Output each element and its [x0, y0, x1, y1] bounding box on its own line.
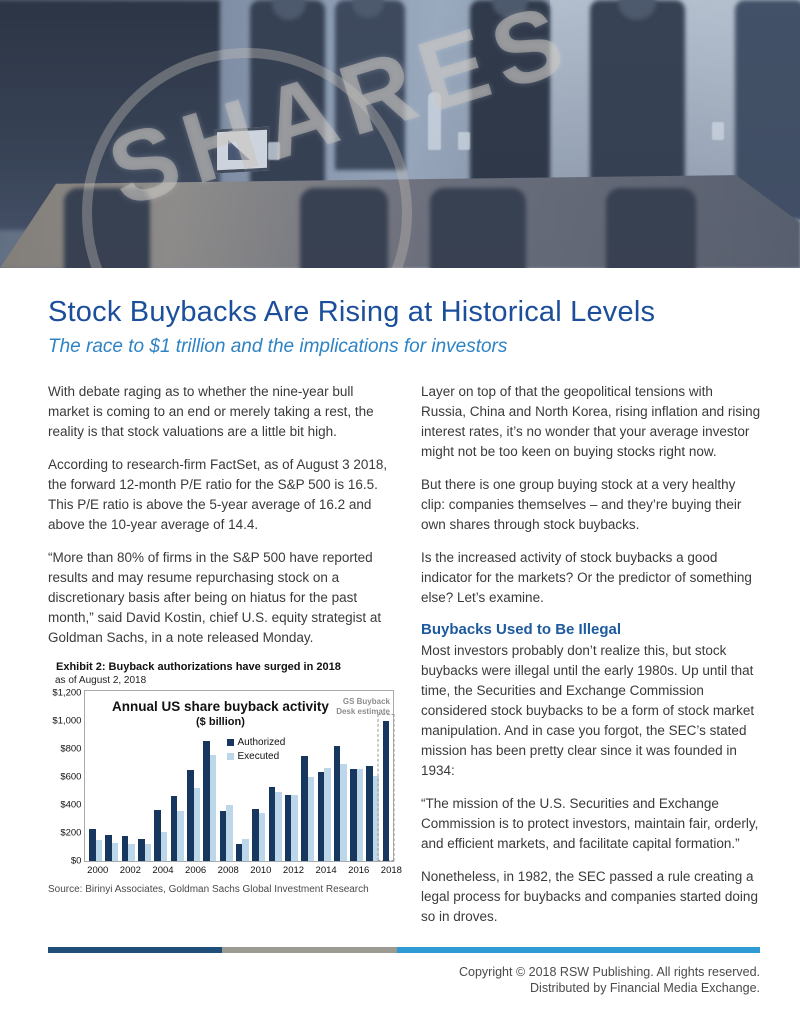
executed-bar-2006: [194, 788, 201, 862]
bar-group-2001: [105, 693, 118, 861]
x-tick-label: [234, 865, 250, 876]
executed-bar-2011: [275, 792, 282, 861]
bar-group-2005: [171, 693, 184, 861]
bar-group-2006: [187, 693, 200, 861]
bar-group-2018: [383, 693, 390, 861]
footer-bar-blue: [397, 947, 760, 953]
x-tick-label: [332, 865, 348, 876]
authorized-bar-2018: [383, 721, 390, 861]
executed-bar-2007: [210, 755, 217, 861]
executed-bar-2013: [308, 777, 315, 861]
executed-bar-2015: [340, 764, 347, 861]
executed-bar-2002: [128, 844, 135, 862]
bar-group-2008: [220, 693, 233, 861]
executed-bar-2009: [242, 839, 249, 861]
executed-bar-2016: [357, 769, 364, 861]
executed-bar-2000: [96, 840, 103, 861]
bar-group-2012: [285, 693, 298, 861]
executed-bar-2014: [324, 768, 331, 861]
bar-group-2009: [236, 693, 249, 861]
paragraph: According to research-firm FactSet, as of August 3 2018, the forward 12-month P/E ratio for the S&P 500 is 16.5. This P/E ratio is above the 5-year average of 16.2 and above the 10-year average of 14.4.: [48, 457, 388, 532]
paragraph: Nonetheless, in 1982, the SEC passed a rule creating a legal process for buybacks and companies started doing so in droves.: [421, 869, 758, 924]
copyright-line1: Copyright © 2018 RSW Publishing. All rights reserved.: [458, 965, 760, 979]
executed-bar-2004: [161, 832, 168, 861]
executed-bar-2008: [226, 805, 233, 861]
chart-unit-label: ($ billion): [196, 716, 245, 728]
hero-photo: [0, 0, 800, 268]
x-tick-label: 2016: [348, 865, 370, 876]
paragraph: With debate raging as to whether the nine-year bull market is coming to an end or merely taking a rest, the reality is that stock valuations are a little bit high.: [48, 384, 374, 439]
bar-group-2010: [252, 693, 265, 861]
bar-group-2014: [318, 693, 331, 861]
paragraph: Layer on top of that the geopolitical tensions with Russia, China and North Korea, rising inflation and rising interest rates, it’s no wonder that your average investor might not be too keen on buying stocks right now.: [421, 384, 761, 459]
copyright-text: [48, 964, 760, 996]
executed-bar-2010: [259, 813, 266, 861]
paragraph: “More than 80% of firms in the S&P 500 have reported results and may resume repurchasing stock on a discretionary basis after being on hiatus for the past month,” said David Kostin, chief U.S. equity strategist at Goldman Sachs, in a note released Monday.: [48, 550, 382, 645]
paragraph: “The mission of the U.S. Securities and Exchange Commission is to protect investors, maintain fair, orderly, and efficient markets, and facilitate capital formation.”: [421, 796, 759, 851]
buyback-chart: [48, 661, 402, 895]
x-tick-label: 2006: [185, 865, 207, 876]
footer-bar-navy: [48, 947, 222, 953]
executed-bar-2005: [177, 811, 184, 861]
x-tick-label: 2014: [315, 865, 337, 876]
y-tick-label: $0: [70, 855, 82, 867]
bar-group-2003: [138, 693, 151, 861]
executed-bar-2001: [112, 843, 119, 861]
bar-group-2004: [154, 693, 167, 861]
article-content: [48, 296, 761, 940]
bar-group-2015: [334, 693, 347, 861]
chart-plot: [84, 690, 394, 862]
x-tick-label: 2012: [282, 865, 305, 876]
paragraph: Is the increased activity of stock buybacks a good indicator for the markets? Or the predictor of something else? Let’s examine.: [421, 550, 752, 605]
y-tick-label: $800: [60, 743, 82, 755]
executed-bar-2012: [291, 795, 298, 862]
two-column-layout: [48, 382, 761, 940]
gs-estimate-note: GS Buyback Desk estimate: [336, 697, 390, 716]
y-tick-label: $200: [60, 827, 82, 839]
y-tick-label: $600: [60, 771, 82, 783]
x-tick-label: [169, 865, 185, 876]
bar-group-2002: [122, 693, 135, 861]
y-tick-label: $400: [60, 799, 82, 811]
x-tick-label: 2004: [152, 865, 174, 876]
copyright-line2: Distributed by Financial Media Exchange.: [530, 981, 760, 995]
x-tick-label: 2008: [217, 865, 239, 876]
chart-exhibit-title: Exhibit 2: Buyback authorizations have surged in 2018: [56, 661, 341, 673]
chart-exhibit-date: as of August 2, 2018: [55, 675, 147, 686]
footer-bar-gray: [222, 947, 396, 953]
legend-label-executed: Executed: [237, 751, 280, 762]
bar-group-2000: [89, 693, 102, 861]
hero-tint-overlay: [0, 0, 800, 268]
chart-bars: [85, 693, 393, 861]
bar-group-2011: [269, 693, 282, 861]
footer-accent-bar: [48, 947, 760, 953]
chart-x-axis: [85, 862, 402, 876]
paragraph: Most investors probably don’t realize this, but stock buybacks were illegal until the early 1980s. Up until that time, the Securities and Exchange Commission considered stock buybacks to be a form of stock market manipulation. And in case you forgot, the SEC’s stated mission has been pretty clear since it was founded in 1934:: [421, 643, 755, 778]
executed-bar-2003: [145, 844, 152, 862]
x-tick-label: 2018: [380, 865, 402, 876]
y-tick-label: $1,200: [52, 687, 82, 699]
page-footer: [48, 947, 760, 996]
bar-group-2007: [203, 693, 216, 861]
x-tick-label: [201, 865, 217, 876]
y-tick-label: $1,000: [52, 715, 82, 727]
x-tick-label: [364, 865, 380, 876]
x-tick-label: [267, 865, 283, 876]
page-title: Stock Buybacks Are Rising at Historical Levels: [48, 296, 656, 328]
chart-title: Annual US share buyback activity: [112, 699, 329, 714]
x-tick-label: 2002: [119, 865, 141, 876]
legend-label-authorized: Authorized: [237, 737, 286, 748]
left-column: [48, 382, 402, 940]
x-tick-label: [299, 865, 315, 876]
section-heading: Buybacks Used to Be Illegal: [421, 621, 622, 638]
page-subtitle: The race to $1 trillion and the implications for investors: [48, 336, 508, 357]
x-tick-label: 2010: [250, 865, 272, 876]
bar-group-2013: [301, 693, 314, 861]
x-tick-label: [103, 865, 119, 876]
bar-group-2016: [350, 693, 363, 861]
chart-source: Source: Birinyi Associates, Goldman Sachs Global Investment Research: [48, 884, 369, 895]
right-column: [421, 382, 761, 940]
x-tick-label: [136, 865, 152, 876]
paragraph: But there is one group buying stock at a very healthy clip: companies themselves – and they’re buying their own shares through stock buybacks.: [421, 477, 742, 532]
x-tick-label: 2000: [87, 865, 109, 876]
chart-y-axis: [48, 687, 84, 867]
